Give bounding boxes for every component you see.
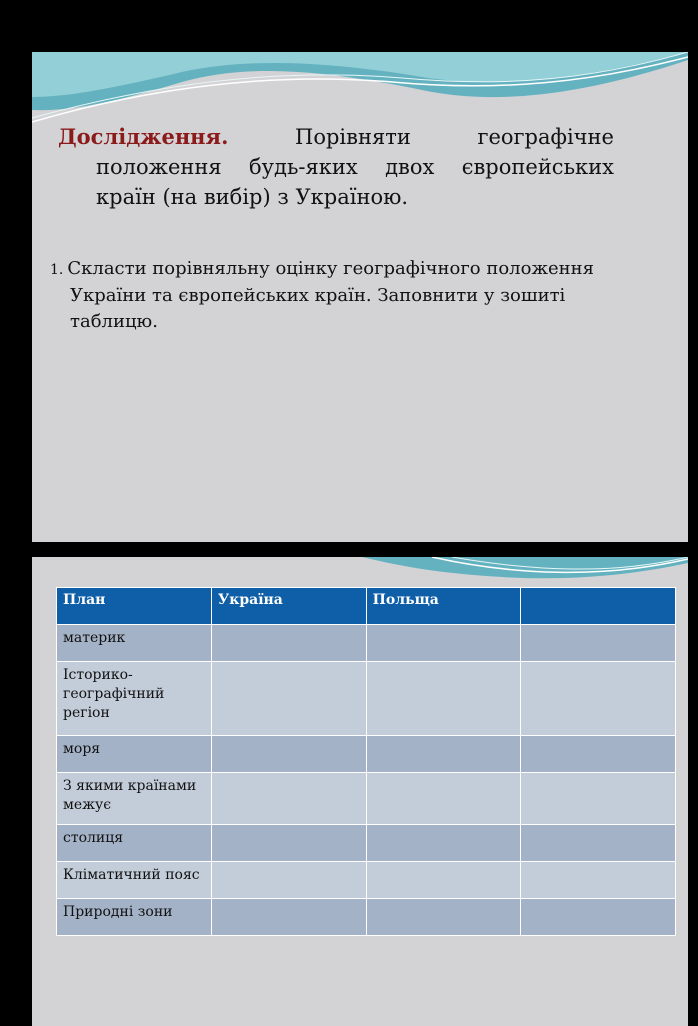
task-text [50,256,630,335]
cell [211,773,366,825]
research-line2-word: будь-яких [249,155,358,179]
row-label: З якими країнами межує [57,773,212,825]
header-ukraine: Україна [211,588,366,625]
cell [366,625,521,662]
cell [521,625,676,662]
cell [366,862,521,899]
row-label: материк [57,625,212,662]
table-row [57,825,676,862]
task-number: 1. [50,262,64,278]
header-poland: Польща [366,588,521,625]
cell [521,899,676,936]
row-label: Кліматичний пояс [57,862,212,899]
research-text [58,122,614,212]
row-label: Природні зони [57,899,212,936]
row-label: столиця [57,825,212,862]
research-line2-word: європейських [461,155,614,179]
table-row [57,736,676,773]
research-word1: Порівняти [295,125,411,149]
cell [366,899,521,936]
cell [521,862,676,899]
research-line3: країн (на вибір) з Україною. [96,185,409,209]
cell [211,862,366,899]
research-line2-word: двох [385,155,435,179]
cell [521,825,676,862]
task-line3: таблицю. [70,311,158,332]
cell [366,736,521,773]
slide-table [32,557,688,1026]
slide-research [32,52,688,542]
table-row [57,773,676,825]
row-label: Історико-географічний регіон [57,662,212,736]
cell [211,625,366,662]
research-line2-word: положення [96,155,222,179]
table-row [57,899,676,936]
table-row [57,625,676,662]
cell [366,773,521,825]
cell [366,662,521,736]
table-header-row [57,588,676,625]
task-line1: Скласти порівняльну оцінку географічного положення [67,258,595,279]
cell [521,773,676,825]
table-row [57,662,676,736]
row-label: моря [57,736,212,773]
header-plan: План [57,588,212,625]
cell [521,662,676,736]
cell [211,825,366,862]
cell [211,899,366,936]
task-line2: України та європейських країн. Заповнити у зошиті [70,285,566,306]
header-empty [521,588,676,625]
research-word2: географічне [477,125,614,149]
table-row [57,862,676,899]
research-title: Дослідження. [58,124,229,149]
cell [211,736,366,773]
cell [211,662,366,736]
cell [521,736,676,773]
comparison-table [56,587,676,936]
cell [366,825,521,862]
